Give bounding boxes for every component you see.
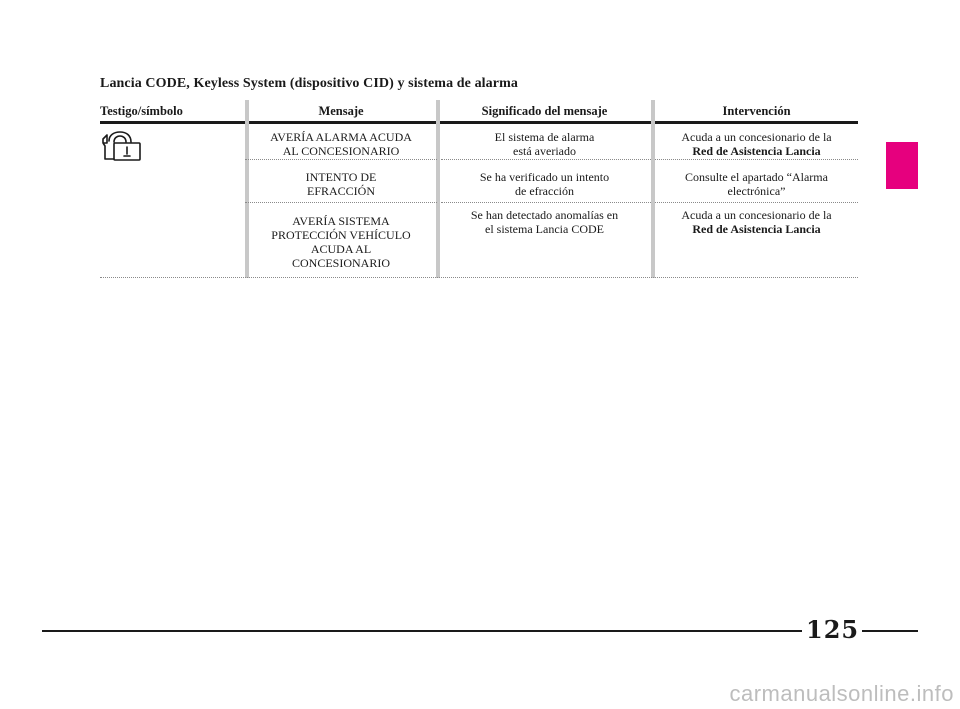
- text-line: AL CONCESIONARIO: [282, 144, 400, 158]
- text-line: Consulte el apartado “Alarma: [685, 170, 828, 184]
- text-line: Acuda a un concesionario de la: [681, 208, 832, 222]
- row-3-meaning: [438, 208, 651, 236]
- row-rule: [245, 159, 437, 160]
- text-line: está averiado: [513, 144, 576, 158]
- header-message: Mensaje: [318, 104, 364, 118]
- text-line-bold: Red de Asistencia Lancia: [692, 144, 821, 158]
- text-line: Se ha verificado un intento: [479, 170, 610, 184]
- row-2-message: [245, 170, 437, 198]
- text-line: AVERÍA SISTEMA: [292, 214, 390, 228]
- text-line: INTENTO DE: [305, 170, 377, 184]
- header-action: Intervención: [722, 104, 791, 118]
- row-1-meaning: [438, 130, 651, 158]
- row-rule: [441, 202, 651, 203]
- row-1-message: [245, 130, 437, 158]
- row-2-action: [655, 170, 858, 198]
- section-title: Lancia CODE, Keyless System (dispositivo CID) y sistema de alarma: [100, 76, 518, 91]
- row-rule: [441, 159, 651, 160]
- text-line: de efracción: [515, 184, 574, 198]
- text-line: PROTECCIÓN VEHÍCULO: [271, 228, 411, 242]
- table-bottom-rule: [100, 277, 858, 278]
- header-meaning: Significado del mensaje: [481, 104, 608, 118]
- text-line: Se han detectado anomalías en: [470, 208, 619, 222]
- footer-rule: [42, 630, 802, 632]
- row-rule: [655, 202, 858, 203]
- row-2-meaning: [438, 170, 651, 198]
- row-rule: [655, 159, 858, 160]
- text-line: EFRACCIÓN: [306, 184, 375, 198]
- text-line: AVERÍA ALARMA ACUDA: [270, 130, 412, 144]
- text-line: electrónica”: [727, 184, 786, 198]
- row-3-action: [655, 208, 858, 236]
- section-tab-marker: [886, 142, 918, 189]
- row-1-action: [655, 130, 858, 158]
- text-line: El sistema de alarma: [494, 130, 595, 144]
- footer-rule: [862, 630, 918, 632]
- table-header: [100, 100, 858, 122]
- table-body: [100, 124, 858, 278]
- text-line: Acuda a un concesionario de la: [681, 130, 832, 144]
- watermark: carmanualsonline.info: [729, 681, 954, 706]
- row-3-message: [245, 214, 437, 270]
- row-rule: [245, 202, 437, 203]
- text-line: ACUDA AL: [310, 242, 372, 256]
- text-line: el sistema Lancia CODE: [485, 222, 604, 236]
- text-line: CONCESIONARIO: [291, 256, 390, 270]
- page-number: 125: [806, 615, 860, 644]
- text-line-bold: Red de Asistencia Lancia: [692, 222, 821, 236]
- info-table: [100, 100, 858, 122]
- header-symbol: Testigo/símbolo: [100, 104, 183, 118]
